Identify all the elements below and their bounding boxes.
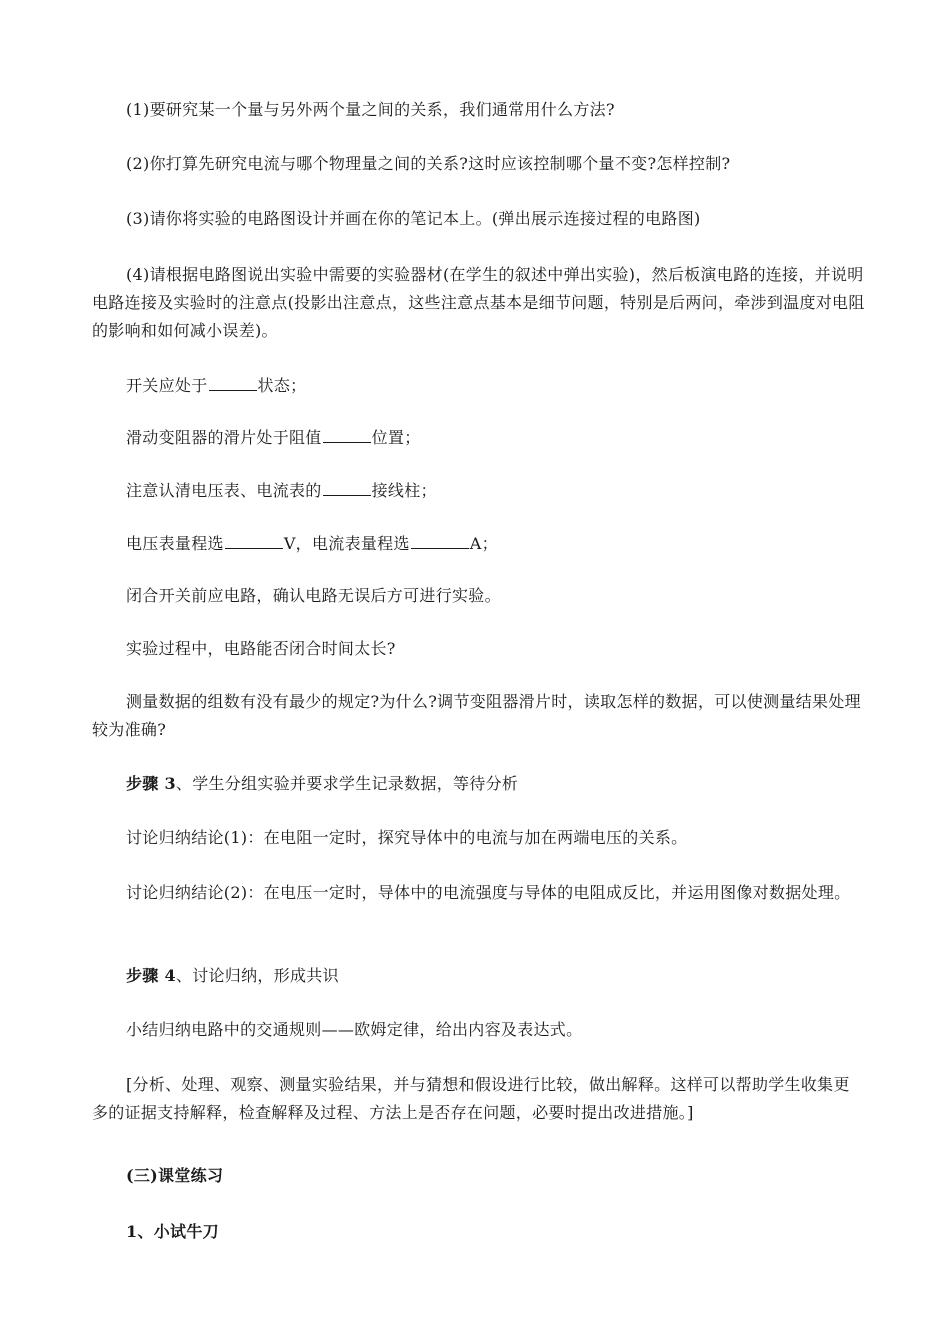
question-2: (2)你打算先研究电流与哪个物理量之间的关系?这时应该控制哪个量不变?怎样控制? <box>126 154 731 173</box>
note-slider-text-b: 位置； <box>371 428 421 447</box>
note-slider <box>92 424 866 452</box>
note-meter-text-a: 注意认清电压表、电流表的 <box>126 481 322 500</box>
step-4 <box>92 962 866 990</box>
question-4: (4)请根据电路图说出实验中需要的实验器材(在学生的叙述中弹出实验)，然后板演电路的连接，并说明电路连接及实验时的注意点(投影出注意点，这些注意点基本是细节问题，特别是后两问，牵涉到温度对电阻的影响和如何减小误差)。 <box>92 265 865 340</box>
note-range-text-c: A； <box>469 534 498 553</box>
step-3-text: 、学生分组实验并要求学生记录数据，等待分析 <box>175 774 519 793</box>
step-3 <box>92 770 866 798</box>
note-range-text-a: 电压表量程选 <box>126 534 224 553</box>
note-slider-text-a: 滑动变阻器的滑片处于阻值 <box>126 428 322 447</box>
note-switch-text-b: 状态； <box>257 376 307 395</box>
note-close-time: 实验过程中，电路能否闭合时间太长? <box>126 639 396 658</box>
fill-blank <box>225 530 283 549</box>
note-meter-text-b: 接线柱； <box>371 481 437 500</box>
step-4-label: 步骤 4 <box>126 966 176 985</box>
conclusion-2: 讨论归纳结论(2)：在电压一定时，导体中的电流强度与导体的电阻成反比，并运用图像对数据处理。 <box>126 883 851 902</box>
note-close-check: 闭合开关前应电路，确认电路无误后方可进行实验。 <box>126 586 501 605</box>
note-range <box>92 530 866 558</box>
summary: 小结归纳电路中的交通规则——欧姆定律，给出内容及表达式。 <box>126 1020 583 1039</box>
note-meter <box>92 477 866 505</box>
note-switch <box>92 372 866 400</box>
fill-blank <box>323 424 371 443</box>
note-data-groups: 测量数据的组数有没有最少的规定?为什么?调节变阻器滑片时，读取怎样的数据，可以使测量结果处理较为准确? <box>92 692 861 739</box>
fill-blank <box>323 477 371 496</box>
step-3-label: 步骤 3 <box>126 774 176 793</box>
step-4-text: 、讨论归纳，形成共识 <box>175 966 339 985</box>
note-range-text-b: V，电流表量程选 <box>283 534 410 553</box>
analysis-note: [分析、处理、观察、测量实验结果，并与猜想和假设进行比较，做出解释。这样可以帮助学生收集更多的证据支持解释，检查解释及过程、方法上是否存在问题，必要时提出改进措施。] <box>92 1075 850 1122</box>
note-switch-text-a: 开关应处于 <box>126 376 208 395</box>
fill-blank <box>209 372 257 391</box>
question-3: (3)请你将实验的电路图设计并画在你的笔记本上。(弹出展示连接过程的电路图) <box>126 209 701 228</box>
question-1: (1)要研究某一个量与另外两个量之间的关系，我们通常用什么方法? <box>126 100 615 119</box>
conclusion-1: 讨论归纳结论(1)：在电阻一定时，探究导体中的电流与加在两端电压的关系。 <box>126 828 688 847</box>
section-3-heading: (三)课堂练习 <box>126 1166 224 1185</box>
fill-blank <box>411 530 469 549</box>
item-1-heading: 1、小试牛刀 <box>126 1222 219 1241</box>
